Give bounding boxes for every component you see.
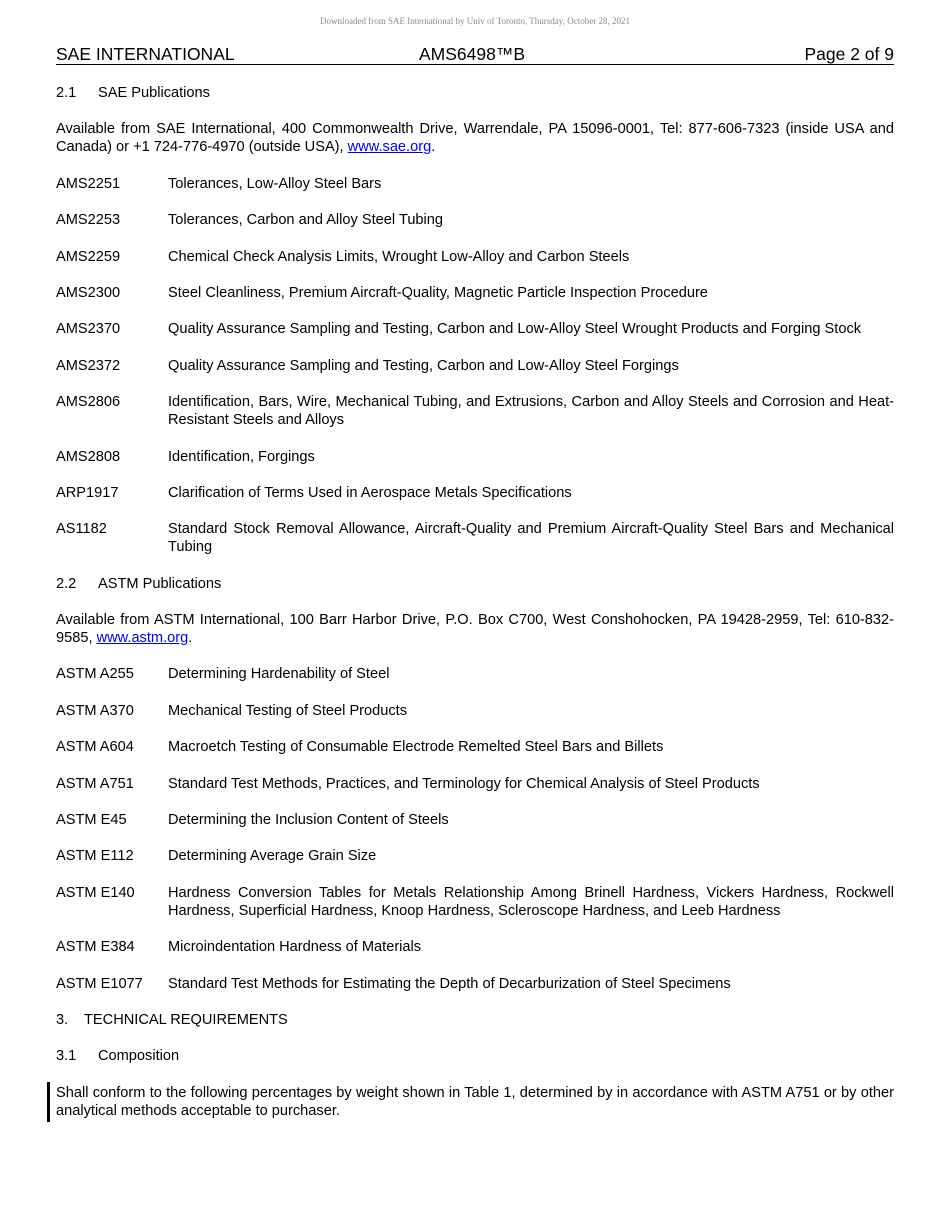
reference-item — [56, 248, 894, 266]
reference-code: AMS2370 — [56, 321, 121, 338]
reference-title: Tolerances, Low-Alloy Steel Bars — [168, 175, 382, 192]
reference-item — [56, 484, 894, 502]
section-number: 3. — [56, 1011, 69, 1028]
section-title: TECHNICAL REQUIREMENTS — [84, 1011, 288, 1028]
reference-code: ARP1917 — [56, 484, 119, 501]
sae-availability-paragraph — [56, 120, 894, 156]
reference-item — [56, 357, 894, 375]
reference-code: ASTM A370 — [56, 702, 134, 719]
astm-availability-end: . — [188, 630, 193, 647]
reference-code: ASTM E140 — [56, 884, 135, 901]
reference-title: Mechanical Testing of Steel Products — [168, 702, 408, 719]
astm-availability-text: Available from ASTM International, 100 Barr Harbor Drive, P.O. Box C700, West Conshohocken, PA 19428-2959, Tel: 610-832-9585, — [56, 612, 894, 647]
download-watermark: Downloaded from SAE International by Univ of Toronto, Thursday, October 28, 2021 — [320, 16, 630, 26]
section-number: 2.2 — [56, 575, 77, 592]
sae-website-link[interactable]: www.sae.org — [347, 139, 432, 156]
section-number: 3.1 — [56, 1048, 77, 1065]
sae-availability-text: Available from SAE International, 400 Commonwealth Drive, Warrendale, PA 15096-0001, Tel: 877-606-7323 (inside USA and Canada) or +1 724-776-4970 (outside USA), — [56, 121, 894, 156]
reference-item — [56, 702, 894, 720]
section-title: SAE Publications — [98, 85, 210, 101]
sae-reference-list — [56, 175, 894, 557]
section-2-2-heading — [56, 575, 894, 593]
reference-title: Steel Cleanliness, Premium Aircraft-Quality, Magnetic Particle Inspection Procedure — [168, 284, 708, 301]
composition-paragraph: Shall conform to the following percentages by weight shown in Table 1, determined by in accordance with ASTM A751 or by other analytical methods acceptable to purchaser. — [56, 1084, 894, 1119]
reference-item — [56, 775, 894, 793]
reference-item — [56, 211, 894, 229]
reference-item — [56, 975, 894, 993]
reference-title: Hardness Conversion Tables for Metals Relationship Among Brinell Hardness, Vickers Hardness, Rockwell Hardness, Superficial Hardness, Knoop Hardness, Scleroscope Hardness, and Leeb Hardness — [168, 884, 894, 919]
reference-code: AMS2253 — [56, 212, 121, 229]
revision-change-bar — [47, 1082, 50, 1122]
reference-code: AMS2808 — [56, 448, 121, 465]
reference-item — [56, 738, 894, 756]
reference-code: AS1182 — [56, 521, 107, 538]
astm-website-link[interactable]: www.astm.org — [96, 630, 189, 647]
reference-item — [56, 665, 894, 683]
header-page-number: Page 2 of 9 — [804, 44, 894, 64]
reference-code: ASTM A751 — [56, 775, 134, 792]
reference-title: Microindentation Hardness of Materials — [168, 939, 422, 956]
reference-title: Quality Assurance Sampling and Testing, Carbon and Low-Alloy Steel Forgings — [168, 357, 679, 374]
reference-item — [56, 520, 894, 556]
reference-code: ASTM E384 — [56, 939, 135, 956]
reference-title: Determining Average Grain Size — [168, 848, 377, 865]
astm-availability-paragraph — [56, 611, 894, 647]
reference-item — [56, 448, 894, 466]
page-header — [56, 44, 894, 65]
reference-title: Determining Hardenability of Steel — [168, 666, 390, 683]
section-3-1-heading — [56, 1047, 894, 1065]
reference-title: Identification, Forgings — [168, 448, 315, 465]
reference-title: Standard Test Methods, Practices, and Terminology for Chemical Analysis of Steel Products — [168, 775, 760, 792]
reference-item — [56, 284, 894, 302]
reference-title: Identification, Bars, Wire, Mechanical Tubing, and Extrusions, Carbon and Alloy Steels and Corrosion and Heat-Resistant Steels and Alloys — [168, 394, 894, 429]
reference-code: AMS2300 — [56, 284, 121, 301]
reference-title: Chemical Check Analysis Limits, Wrought Low-Alloy and Carbon Steels — [168, 248, 630, 265]
reference-item — [56, 175, 894, 193]
reference-code: ASTM E1077 — [56, 975, 143, 992]
reference-item — [56, 811, 894, 829]
reference-title: Macroetch Testing of Consumable Electrode Remelted Steel Bars and Billets — [168, 739, 664, 756]
reference-title: Clarification of Terms Used in Aerospace Metals Specifications — [168, 484, 572, 501]
section-2-1-heading — [56, 84, 894, 102]
reference-item — [56, 393, 894, 429]
astm-reference-list — [56, 665, 894, 992]
section-title: Composition — [98, 1048, 180, 1065]
reference-item — [56, 320, 894, 338]
header-doc-id: AMS6498™B — [419, 44, 526, 64]
reference-code: AMS2259 — [56, 248, 121, 265]
reference-code: AMS2251 — [56, 175, 121, 192]
reference-code: ASTM A604 — [56, 739, 134, 756]
reference-title: Determining the Inclusion Content of Steels — [168, 812, 449, 829]
reference-title: Standard Stock Removal Allowance, Aircraft-Quality and Premium Aircraft-Quality Steel Bars and Mechanical Tubing — [168, 521, 894, 556]
reference-code: AMS2806 — [56, 394, 121, 411]
sae-availability-end: . — [431, 139, 436, 156]
section-number: 2.1 — [56, 85, 77, 101]
reference-code: AMS2372 — [56, 357, 121, 374]
reference-title: Quality Assurance Sampling and Testing, Carbon and Low-Alloy Steel Wrought Products and Forging Stock — [168, 321, 862, 338]
document-body — [56, 84, 894, 1138]
reference-item — [56, 847, 894, 865]
reference-code: ASTM E112 — [56, 848, 134, 865]
reference-item — [56, 884, 894, 920]
reference-item — [56, 938, 894, 956]
header-org: SAE INTERNATIONAL — [56, 44, 235, 64]
reference-title: Standard Test Methods for Estimating the Depth of Decarburization of Steel Specimens — [168, 975, 731, 992]
reference-title: Tolerances, Carbon and Alloy Steel Tubing — [168, 212, 444, 229]
section-title: ASTM Publications — [98, 575, 222, 592]
reference-code: ASTM A255 — [56, 666, 134, 683]
section-3-heading — [56, 1011, 894, 1029]
reference-code: ASTM E45 — [56, 812, 127, 829]
